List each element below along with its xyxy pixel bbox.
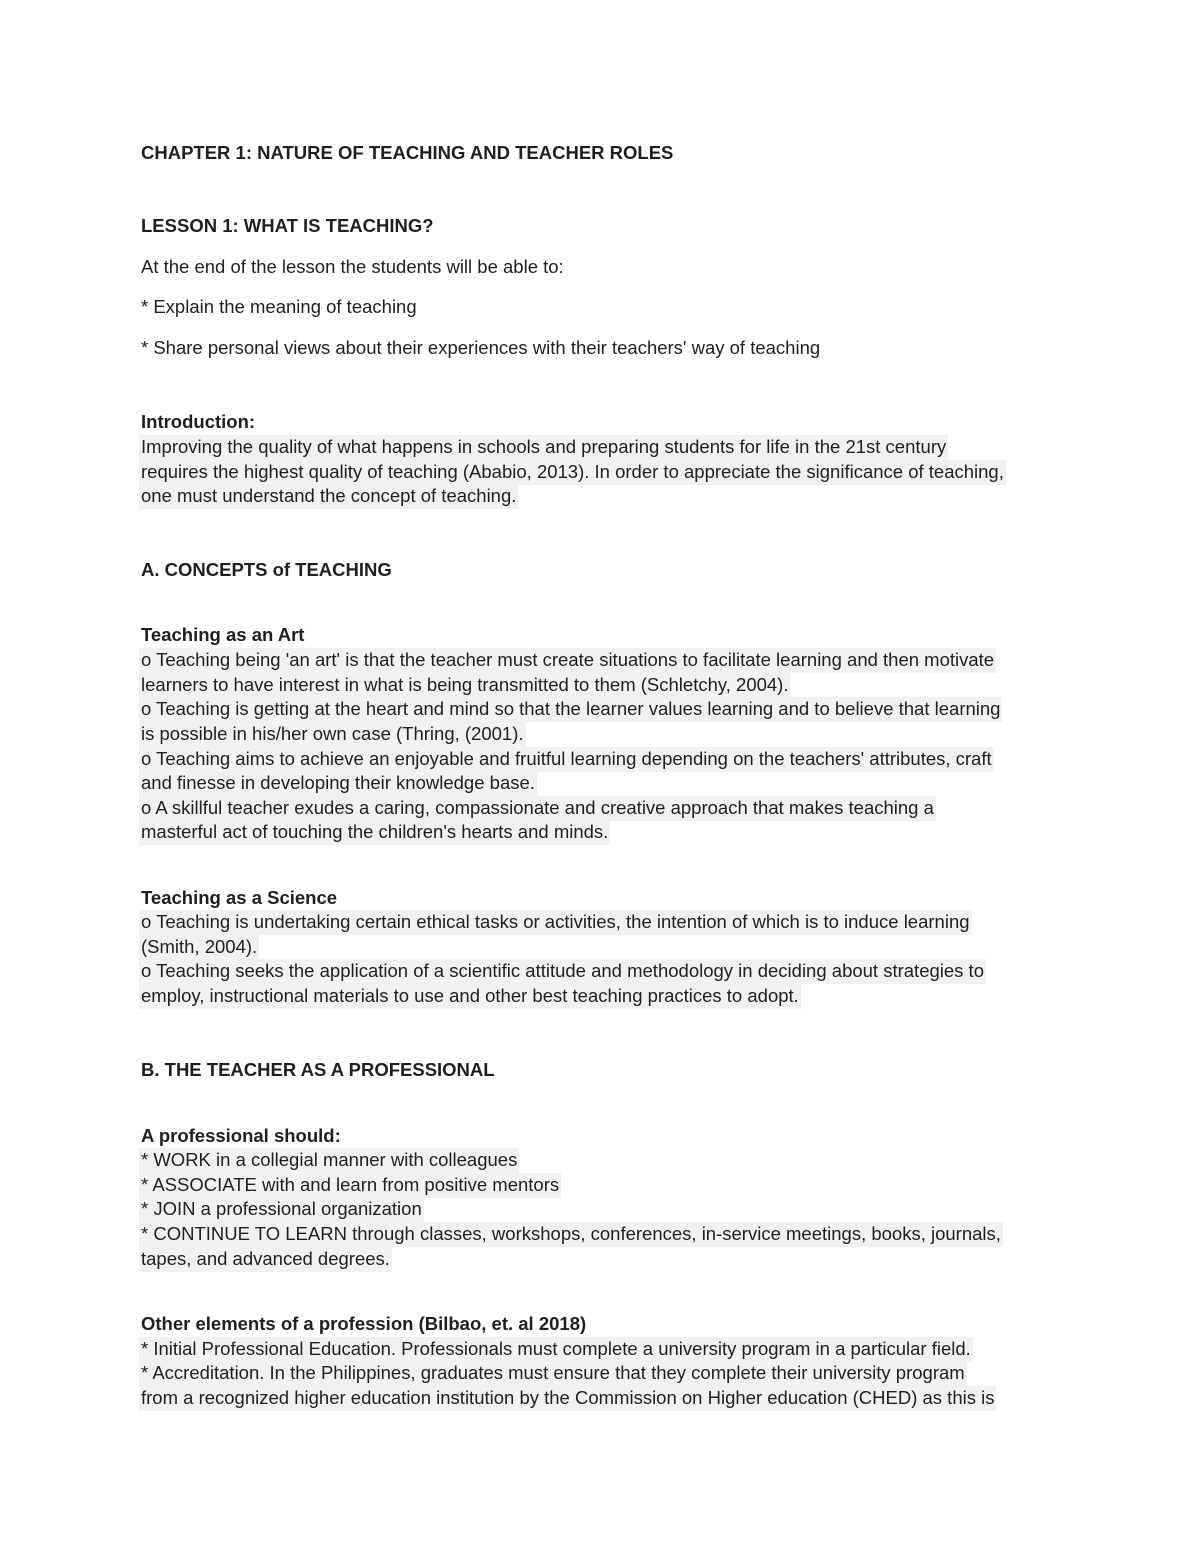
science-heading: Teaching as a Science: [141, 887, 338, 908]
section-b-heading: B. THE TEACHER AS A PROFESSIONAL: [141, 1059, 495, 1080]
profession-elements-line: * Accreditation. In the Philippines, graduates must ensure that they complete their university program: [139, 1361, 967, 1386]
art-line: o Teaching being 'an art' is that the teacher must create situations to facilitate learning and then motivate: [139, 648, 996, 673]
art-heading: Teaching as an Art: [141, 624, 305, 645]
science-line: o Teaching seeks the application of a scientific attitude and methodology in deciding about strategies to: [139, 959, 986, 984]
objective-item: * Share personal views about their experiences with their teachers' way of teaching: [141, 337, 821, 358]
professional-should-line: * JOIN a professional organization: [139, 1197, 424, 1222]
introduction-line: one must understand the concept of teaching.: [139, 484, 518, 509]
science-line: o Teaching is undertaking certain ethical tasks or activities, the intention of which is to induce learning: [139, 910, 972, 935]
professional-should-heading: A professional should:: [141, 1125, 341, 1146]
art-line: is possible in his/her own case (Thring, (2001).: [139, 722, 526, 747]
science-line: (Smith, 2004).: [139, 935, 259, 960]
science-line: employ, instructional materials to use and other best teaching practices to adopt.: [139, 984, 801, 1009]
introduction-heading: Introduction:: [141, 411, 256, 432]
professional-should-line: * CONTINUE TO LEARN through classes, workshops, conferences, in-service meetings, books, journals,: [139, 1222, 1003, 1247]
art-line: o A skillful teacher exudes a caring, compassionate and creative approach that makes teaching a: [139, 796, 936, 821]
profession-elements-line: from a recognized higher education institution by the Commission on Higher education (CHED) as this is: [139, 1386, 996, 1411]
professional-should-line: * WORK in a collegial manner with colleagues: [139, 1148, 519, 1173]
objective-item: * Explain the meaning of teaching: [141, 296, 417, 317]
section-a-heading: A. CONCEPTS of TEACHING: [141, 559, 392, 580]
art-line: learners to have interest in what is being transmitted to them (Schletchy, 2004).: [139, 673, 790, 698]
professional-should-line: tapes, and advanced degrees.: [139, 1247, 392, 1272]
introduction-line: Improving the quality of what happens in schools and preparing students for life in the 21st century: [139, 435, 948, 460]
chapter-title: CHAPTER 1: NATURE OF TEACHING AND TEACHER ROLES: [141, 142, 674, 163]
objectives-intro: At the end of the lesson the students will be able to:: [141, 256, 564, 277]
art-line: o Teaching aims to achieve an enjoyable and fruitful learning depending on the teachers' attributes, craft: [139, 747, 994, 772]
lesson-title: LESSON 1: WHAT IS TEACHING?: [141, 215, 434, 236]
profession-elements-heading: Other elements of a profession (Bilbao, et. al 2018): [141, 1313, 587, 1334]
art-line: o Teaching is getting at the heart and mind so that the learner values learning and to believe that learning: [139, 697, 1002, 722]
introduction-line: requires the highest quality of teaching (Ababio, 2013). In order to appreciate the significance of teaching,: [139, 460, 1006, 485]
profession-elements-line: * Initial Professional Education. Professionals must complete a university program in a particular field.: [139, 1337, 973, 1362]
art-line: and finesse in developing their knowledge base.: [139, 771, 537, 796]
art-line: masterful act of touching the children's hearts and minds.: [139, 820, 610, 845]
professional-should-line: * ASSOCIATE with and learn from positive mentors: [139, 1173, 561, 1198]
